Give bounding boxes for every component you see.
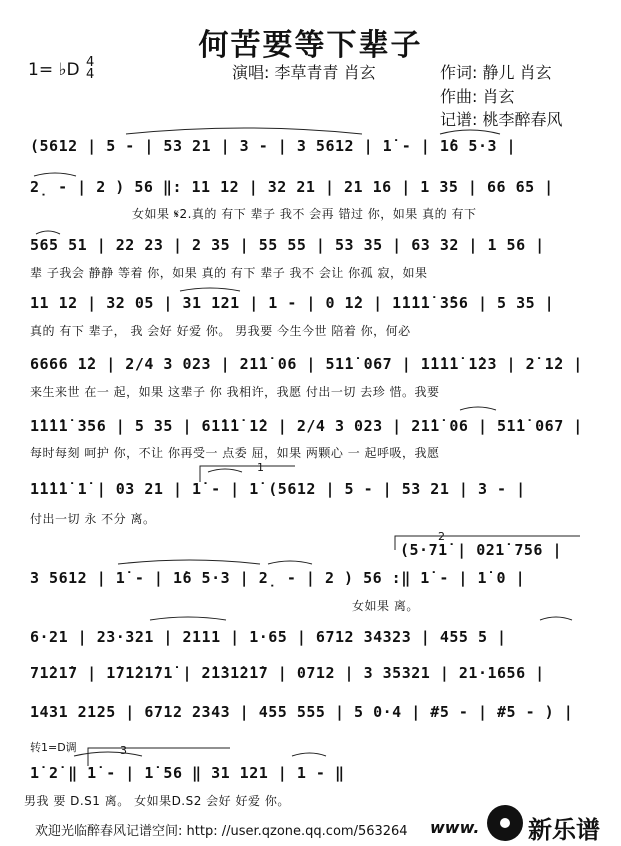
tie-11: [540, 617, 572, 620]
volta-2-label: 2: [438, 530, 445, 543]
volta-2-bracket: [395, 536, 580, 550]
volta-1-bracket: [200, 466, 295, 482]
tie-8: [118, 560, 260, 564]
notation-row-11: 1431 2125 | 6712 2343 | 455 555 | 5 0·4 | #5 - | #5 - ) |: [30, 703, 574, 721]
footer-text: 欢迎光临醉春风记谱空间: http: //user.qzone.qq.com/563264: [35, 824, 408, 839]
notation-row-1: (5612 | 5 - | 53 21 | 3 - | 3 5612 | 1̇ - | 1̇6 5·3 |: [30, 137, 517, 155]
tie-3: [34, 173, 76, 176]
second-ending-notes: (5·71̇ | 021̇ 756 |: [400, 541, 563, 559]
lyrics-row-7: 付出一切 永 不分 离。: [30, 512, 156, 526]
notation-row-4: 11 12 | 32 05 | 31 121 | 1 - | 0 1̇2 | 1̇1̇1̇1̇ 3̇56 | 5 35 |: [30, 294, 555, 312]
lyrics-row-6: 每时每刻 呵护 你，不让 你再受一 点委 屈，如果 两颗心 一 起呼吸，我愿: [30, 446, 440, 460]
score-title: 何苦要等下辈子: [198, 28, 423, 63]
logo-text: 新乐谱: [528, 816, 600, 844]
tie-6: [460, 407, 496, 410]
composer: 作曲: 肖玄: [440, 87, 515, 106]
tie-10: [150, 617, 226, 620]
tie-4: [36, 231, 60, 234]
volta-3-bracket: [88, 748, 230, 766]
tie-5: [180, 288, 240, 291]
tie-7: [208, 469, 242, 472]
notation-row-7: 1̇1̇1̇1̇ 1̇ | 03 21 | 1̇ - | 1̇ (5612 | 5 - | 53 21 | 3 - |: [30, 480, 526, 498]
lyrics-row-5: 来生来世 在一 起，如果 这辈子 你 我相许，我愿 付出一切 去珍 惜。我要: [30, 385, 440, 399]
notation-row-10: 71̇21̇7 | 1̇71̇21̇71̇ | 2̇1̇31̇2̇1̇7 | 0712 | 3 35321 | 21·1656 |: [30, 664, 545, 682]
time-signature-top: 4: [86, 55, 95, 70]
notation-row-5: 6666 1̇2 | 2/4 3 023 | 21̇1̇ 06 | 51̇1̇ 067 | 1̇1̇1̇1̇ 1̇23 | 2̇ 1̇2 |: [30, 355, 583, 373]
notation-row-3: 565 51 | 22 23 | 2 35 | 55 55 | 53 35 | 63 32 | 1 56 |: [30, 236, 545, 254]
notation-row-2: 2̣ - | 2 ) 56 ‖: 11 12 | 32 21 | 21 16 | 1 35 | 66 65 |: [30, 178, 554, 196]
key-signature: 1= ♭D: [28, 60, 80, 80]
disc-icon: [487, 805, 523, 841]
lyrics-row-2: 女如果 𝄋2.真的 有下 辈子 我不 会再 错过 你，如果 真的 有下: [132, 207, 477, 221]
transcriber: 记谱: 桃李醉春风: [440, 110, 563, 129]
volta-3-label: 3: [120, 744, 127, 757]
tie-12: [74, 752, 142, 756]
time-signature-bottom: 4: [86, 67, 95, 82]
lyrics-row-3: 辈 子我会 静静 等着 你，如果 真的 有下 辈子 我不 会让 你孤 寂，如果: [30, 266, 428, 280]
lyrics-row-4: 真的 有下 辈子， 我 会好 好爱 你。 男我要 今生今世 陪着 你，何必: [30, 324, 411, 338]
singers: 演唱: 李草青青 肖玄: [232, 63, 376, 82]
lyrics-row-8: 女如果 离。: [352, 599, 419, 613]
logo-url: www.: [430, 818, 480, 837]
tie-2: [440, 130, 500, 134]
lyricist: 作词: 静儿 肖玄: [440, 63, 552, 82]
notation-row-6: 1̇1̇1̇1̇ 356 | 5 35 | 61̇1̇1̇ 1̇2 | 2/4 3 023 | 21̇1̇ 06 | 51̇1̇ 067 |: [30, 417, 583, 435]
notation-row-8: 3 5612 | 1̇ - | 1̇6 5·3 | 2̣ - | 2 ) 56 :‖ 1̇ - | 1̇ 0 |: [30, 569, 526, 587]
notation-row-12: 1̇ 2̇ ‖ 1̇ - | 1̇ 56 ‖ 31 121 | 1 - ‖: [30, 764, 345, 782]
tie-13: [292, 753, 326, 756]
lyrics-row-12: 男我 要 D.S1 离。 女如果D.S2 会好 好爱 你。: [24, 794, 290, 808]
tie-9: [268, 561, 312, 564]
notation-row-9: 6·21 | 23·321 | 2111 | 1·65 | 6712 34323 | 455 5 |: [30, 628, 507, 646]
tie-1: [126, 128, 362, 134]
modulation-note: 转1=D调: [30, 741, 77, 754]
volta-1-label: 1: [257, 461, 264, 474]
